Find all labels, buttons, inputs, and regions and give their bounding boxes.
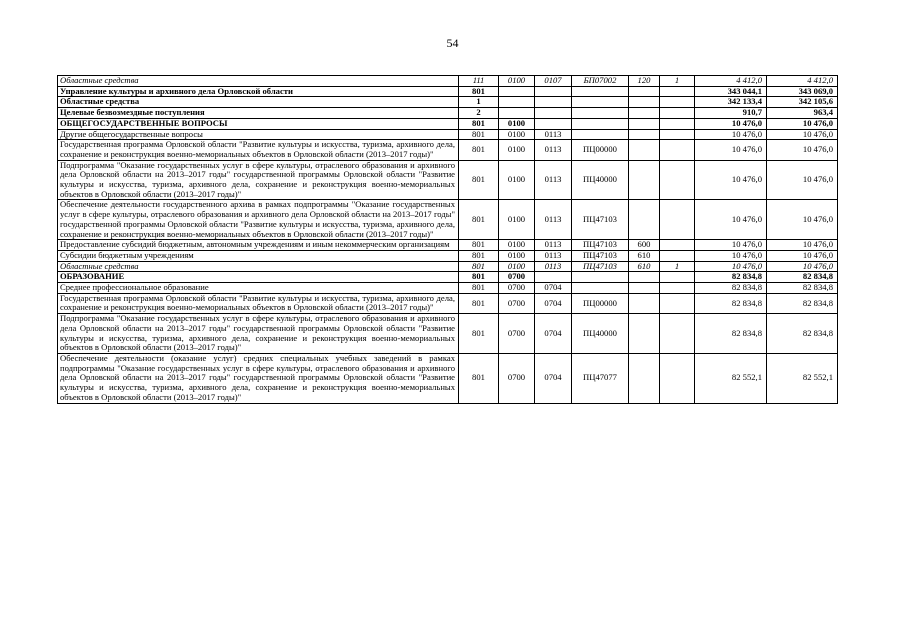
cell-amount-1: 82 834,8 [695, 314, 767, 354]
row-name: Управление культуры и архивного дела Орловской области [58, 86, 459, 97]
cell-expense-type [629, 160, 660, 200]
cell-section: 0700 [499, 272, 535, 283]
cell-amount-2: 10 476,0 [767, 129, 838, 140]
table-row [58, 140, 838, 160]
cell-subsection [535, 108, 572, 119]
table-row [58, 200, 838, 240]
cell-expense-type [629, 140, 660, 160]
row-name: Областные средства [58, 97, 459, 108]
cell-section: 0100 [499, 140, 535, 160]
cell-admin-code: 111 [459, 76, 499, 87]
row-name: Другие общегосударственные вопросы [58, 129, 459, 140]
cell-admin-code: 801 [459, 353, 499, 403]
cell-funding-source [660, 283, 695, 294]
cell-amount-1: 10 476,0 [695, 200, 767, 240]
cell-expense-type [629, 86, 660, 97]
cell-subsection: 0704 [535, 293, 572, 313]
cell-expense-type [629, 314, 660, 354]
cell-expense-type [629, 293, 660, 313]
cell-section: 0100 [499, 261, 535, 272]
cell-target-article: ПЦ40000 [572, 314, 629, 354]
cell-target-article: ПЦ40000 [572, 160, 629, 200]
cell-section: 0100 [499, 118, 535, 129]
cell-target-article: ПЦ47103 [572, 261, 629, 272]
cell-funding-source [660, 250, 695, 261]
cell-subsection: 0113 [535, 261, 572, 272]
cell-admin-code: 801 [459, 160, 499, 200]
cell-target-article: ПЦ47077 [572, 353, 629, 403]
row-name: Обеспечение деятельности (оказание услуг) средних специальных учебных заведений в рамках подпрограммы "Оказание государственных услуг в сфере культуры, отраслевого образования и архивного дела Орловской области на 2013–2017 годы" государственной программы Орловской области "Развитие культуры и искусства, туризма, архивного дела, сохранение и реконструкция военно-мемориальных объектов в Орловской области (2013–2017 годы)" [58, 353, 459, 403]
cell-amount-2: 82 552,1 [767, 353, 838, 403]
cell-amount-2: 10 476,0 [767, 250, 838, 261]
cell-target-article [572, 118, 629, 129]
cell-amount-1: 82 552,1 [695, 353, 767, 403]
cell-subsection: 0107 [535, 76, 572, 87]
cell-subsection [535, 272, 572, 283]
cell-section: 0100 [499, 200, 535, 240]
cell-funding-source: 1 [660, 261, 695, 272]
cell-admin-code: 801 [459, 293, 499, 313]
cell-expense-type [629, 108, 660, 119]
cell-amount-2: 82 834,8 [767, 314, 838, 354]
cell-target-article [572, 129, 629, 140]
page-number: 54 [446, 36, 459, 50]
cell-admin-code: 801 [459, 272, 499, 283]
cell-funding-source [660, 118, 695, 129]
table-body [58, 76, 838, 404]
cell-subsection: 0704 [535, 353, 572, 403]
cell-subsection: 0113 [535, 240, 572, 251]
cell-amount-1: 10 476,0 [695, 129, 767, 140]
cell-funding-source [660, 293, 695, 313]
cell-amount-1: 342 133,4 [695, 97, 767, 108]
cell-funding-source [660, 314, 695, 354]
table-row [58, 353, 838, 403]
cell-subsection: 0704 [535, 283, 572, 294]
table-row [58, 293, 838, 313]
row-name: Субсидии бюджетным учреждениям [58, 250, 459, 261]
cell-funding-source [660, 108, 695, 119]
cell-amount-1: 10 476,0 [695, 160, 767, 200]
cell-expense-type: 610 [629, 250, 660, 261]
cell-funding-source [660, 353, 695, 403]
cell-section: 0700 [499, 353, 535, 403]
cell-amount-1: 10 476,0 [695, 240, 767, 251]
cell-target-article: ПЦ47103 [572, 250, 629, 261]
cell-expense-type [629, 272, 660, 283]
cell-amount-1: 10 476,0 [695, 250, 767, 261]
row-name: Подпрограмма "Оказание государственных услуг в сфере культуры, отраслевого образования и архивного дела Орловской области на 2013–2017 годы" государственной программы Орловской области "Развитие культуры и искусства, туризма, архивного дела, сохранение и реконструкция военно-мемориальных объектов в Орловской области (2013–2017 годы)" [58, 314, 459, 354]
cell-expense-type: 600 [629, 240, 660, 251]
cell-admin-code: 801 [459, 118, 499, 129]
row-name: Государственная программа Орловской области "Развитие культуры и искусства, туризма, архивного дела, сохранение и реконструкция военно-мемориальных объектов в Орловской области (2013–2017 годы)" [58, 293, 459, 313]
cell-admin-code: 801 [459, 283, 499, 294]
cell-funding-source [660, 200, 695, 240]
row-name: Государственная программа Орловской области "Развитие культуры и искусства, туризма, архивного дела, сохранение и реконструкция военно-мемориальных объектов в Орловской области (2013–2017 годы)" [58, 140, 459, 160]
cell-expense-type: 610 [629, 261, 660, 272]
cell-admin-code: 801 [459, 261, 499, 272]
cell-amount-2: 82 834,8 [767, 272, 838, 283]
row-name: Подпрограмма "Оказание государственных услуг в сфере культуры, отраслевого образования и архивного дела Орловской области на 2013–2017 годы" государственной программы Орловской области "Развитие культуры и искусства, туризма, архивного дела, сохранение и реконструкция военно-мемориальных объектов в Орловской области (2013–2017 годы)" [58, 160, 459, 200]
row-name: Предоставление субсидий бюджетным, автономным учреждениям и иным некоммерческим организациям [58, 240, 459, 251]
row-name: ОБРАЗОВАНИЕ [58, 272, 459, 283]
cell-section: 0700 [499, 293, 535, 313]
cell-subsection: 0113 [535, 160, 572, 200]
cell-expense-type [629, 200, 660, 240]
cell-amount-2: 10 476,0 [767, 200, 838, 240]
cell-admin-code: 801 [459, 314, 499, 354]
cell-amount-2: 342 105,6 [767, 97, 838, 108]
cell-amount-2: 10 476,0 [767, 261, 838, 272]
cell-amount-1: 10 476,0 [695, 140, 767, 160]
cell-amount-1: 343 044,1 [695, 86, 767, 97]
table-row [58, 86, 838, 97]
cell-subsection: 0113 [535, 129, 572, 140]
cell-amount-1: 910,7 [695, 108, 767, 119]
cell-subsection [535, 118, 572, 129]
cell-admin-code: 801 [459, 140, 499, 160]
cell-target-article [572, 272, 629, 283]
cell-amount-1: 4 412,0 [695, 76, 767, 87]
cell-admin-code: 801 [459, 129, 499, 140]
cell-expense-type [629, 353, 660, 403]
cell-admin-code: 801 [459, 86, 499, 97]
table-row [58, 76, 838, 87]
table-row [58, 160, 838, 200]
row-name: Областные средства [58, 261, 459, 272]
cell-subsection [535, 97, 572, 108]
cell-amount-2: 82 834,8 [767, 283, 838, 294]
table-row [58, 108, 838, 119]
cell-funding-source [660, 140, 695, 160]
budget-table [57, 75, 838, 404]
cell-amount-2: 82 834,8 [767, 293, 838, 313]
cell-amount-2: 963,4 [767, 108, 838, 119]
cell-amount-2: 10 476,0 [767, 140, 838, 160]
cell-section: 0100 [499, 240, 535, 251]
cell-admin-code: 1 [459, 97, 499, 108]
cell-subsection: 0113 [535, 250, 572, 261]
cell-section [499, 86, 535, 97]
cell-section: 0100 [499, 250, 535, 261]
table-row [58, 118, 838, 129]
table-row [58, 272, 838, 283]
cell-amount-2: 10 476,0 [767, 240, 838, 251]
cell-expense-type [629, 129, 660, 140]
cell-subsection [535, 86, 572, 97]
cell-section: 0700 [499, 283, 535, 294]
cell-expense-type [629, 118, 660, 129]
cell-target-article [572, 86, 629, 97]
cell-funding-source [660, 97, 695, 108]
cell-amount-1: 82 834,8 [695, 283, 767, 294]
cell-admin-code: 801 [459, 240, 499, 251]
row-name: ОБЩЕГОСУДАРСТВЕННЫЕ ВОПРОСЫ [58, 118, 459, 129]
table-row [58, 240, 838, 251]
cell-amount-1: 10 476,0 [695, 261, 767, 272]
cell-section: 0100 [499, 76, 535, 87]
cell-subsection: 0704 [535, 314, 572, 354]
table-row [58, 129, 838, 140]
cell-funding-source [660, 86, 695, 97]
table-row [58, 261, 838, 272]
cell-funding-source: 1 [660, 76, 695, 87]
table-row [58, 97, 838, 108]
cell-funding-source [660, 272, 695, 283]
cell-amount-2: 10 476,0 [767, 160, 838, 200]
table-row [58, 314, 838, 354]
cell-target-article: ПЦ00000 [572, 140, 629, 160]
table-row [58, 283, 838, 294]
cell-target-article [572, 97, 629, 108]
cell-funding-source [660, 160, 695, 200]
row-name: Областные средства [58, 76, 459, 87]
cell-section: 0100 [499, 129, 535, 140]
cell-funding-source [660, 240, 695, 251]
cell-expense-type [629, 97, 660, 108]
cell-section [499, 97, 535, 108]
cell-subsection: 0113 [535, 140, 572, 160]
cell-amount-2: 10 476,0 [767, 118, 838, 129]
cell-target-article [572, 108, 629, 119]
row-name: Среднее профессиональное образование [58, 283, 459, 294]
cell-admin-code: 801 [459, 200, 499, 240]
row-name: Целевые безвозмездные поступления [58, 108, 459, 119]
cell-amount-2: 4 412,0 [767, 76, 838, 87]
cell-target-article: ПЦ00000 [572, 293, 629, 313]
cell-target-article: ПЦ47103 [572, 200, 629, 240]
table-row [58, 250, 838, 261]
cell-section: 0100 [499, 160, 535, 200]
cell-funding-source [660, 129, 695, 140]
cell-amount-1: 10 476,0 [695, 118, 767, 129]
cell-target-article [572, 283, 629, 294]
cell-subsection: 0113 [535, 200, 572, 240]
cell-admin-code: 2 [459, 108, 499, 119]
cell-amount-1: 82 834,8 [695, 272, 767, 283]
cell-expense-type [629, 283, 660, 294]
row-name: Обеспечение деятельности государственного архива в рамках подпрограммы "Оказание государственных услуг в сфере культуры, отраслевого образования и архивного дела Орловской области на 2013–2017 годы" государственной программы Орловской области "Развитие культуры и искусства, туризма, архивного дела, сохранение и реконструкция военно-мемориальных объектов в Орловской области (2013–2017 годы)" [58, 200, 459, 240]
cell-section: 0700 [499, 314, 535, 354]
cell-section [499, 108, 535, 119]
cell-amount-1: 82 834,8 [695, 293, 767, 313]
cell-amount-2: 343 069,0 [767, 86, 838, 97]
cell-target-article: БП07002 [572, 76, 629, 87]
cell-target-article: ПЦ47103 [572, 240, 629, 251]
cell-admin-code: 801 [459, 250, 499, 261]
cell-expense-type: 120 [629, 76, 660, 87]
